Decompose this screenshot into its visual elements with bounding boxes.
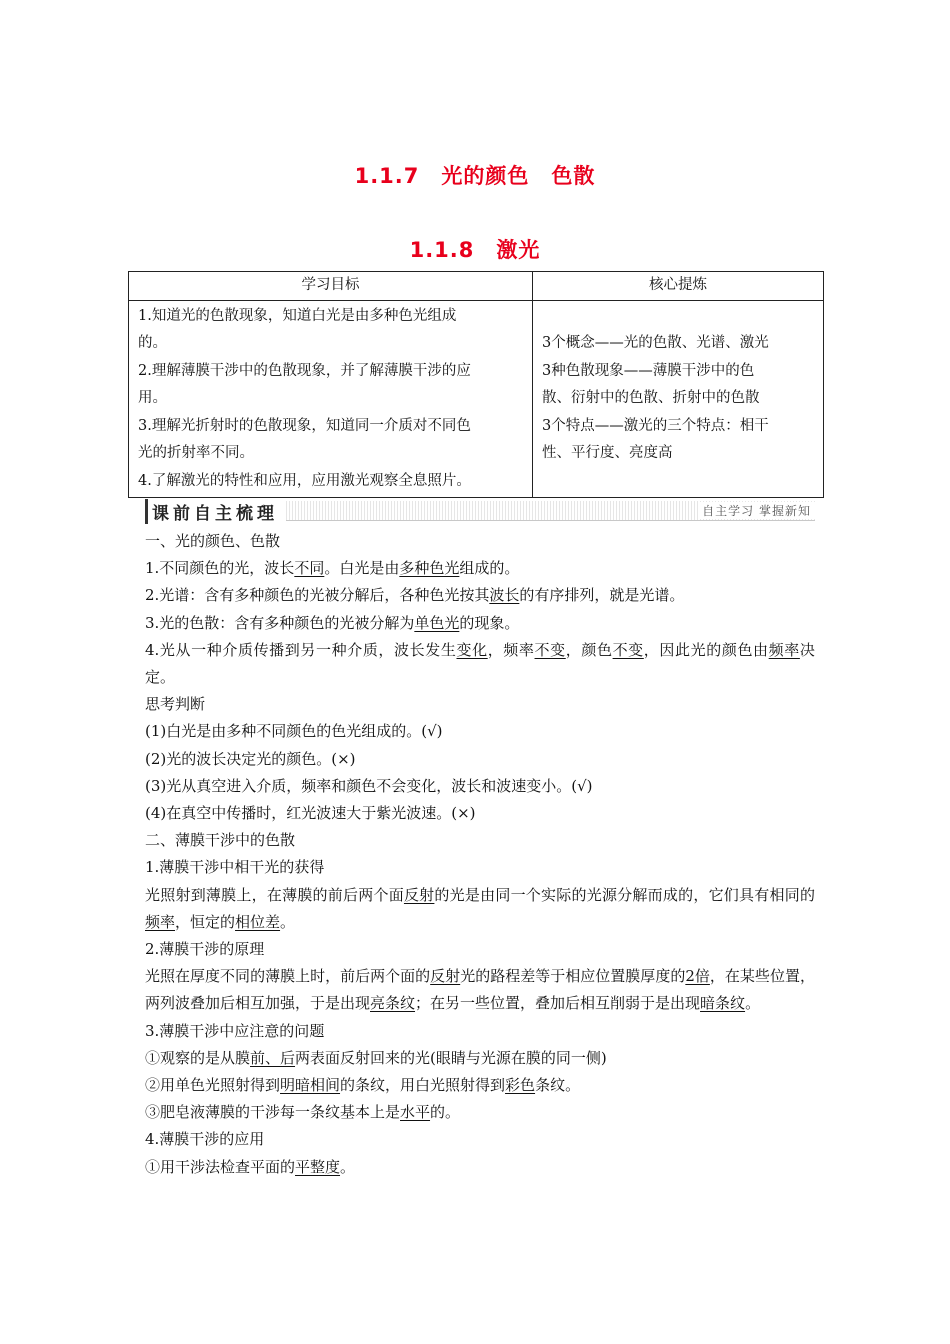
header-core-summary: 核心提炼	[533, 272, 824, 301]
note-item: ①观察的是从膜前、后两表面反射回来的光(眼睛与光源在膜的同一侧)	[145, 1048, 607, 1067]
blank-answer: 反射	[403, 885, 435, 904]
goal-line: 4.了解激光的特性和应用，应用激光观察全息照片。	[138, 472, 471, 489]
goal-line: 用。	[138, 390, 167, 406]
goal-line: 的。	[138, 335, 167, 351]
blank-answer: 明暗相间	[280, 1076, 341, 1095]
judgment-item: (1)白光是由多种不同颜色的色光组成的。(√)	[145, 722, 443, 741]
summary-line: 性、平行度、亮度高	[542, 445, 673, 461]
subheading: 2.薄膜干涉的原理	[145, 940, 265, 959]
blank-answer: 亮条纹	[370, 994, 416, 1013]
blank-answer: 多种色光	[399, 559, 460, 578]
banner-subtitle: 自主学习 掌握新知	[698, 502, 815, 519]
section-title-2: 1.1.8 激光	[409, 238, 541, 262]
objectives-table	[128, 271, 824, 498]
subheading: 思考判断	[145, 695, 206, 714]
goal-line: 2.理解薄膜干涉中的色散现象，并了解薄膜干涉的应	[138, 362, 471, 379]
note-item: ①用干涉法检查平面的平整度。	[145, 1157, 356, 1176]
blank-answer: 水平	[400, 1103, 431, 1122]
header-learning-goals: 学习目标	[129, 272, 533, 301]
section-heading: 一、光的颜色、色散	[145, 532, 281, 550]
banner-title: 课前自主梳理	[145, 499, 286, 524]
blank-answer: 变化	[456, 640, 488, 659]
subheading: 4.薄膜干涉的应用	[145, 1130, 265, 1149]
paragraph: 光照射到薄膜上，在薄膜的前后两个面反射的光是由同一个实际的光源分解而成的，它们具有相同的频率，恒定的相位差。	[145, 885, 815, 931]
paragraph: 1.不同颜色的光，波长不同。白光是由多种色光组成的。	[145, 559, 520, 578]
subheading: 3.薄膜干涉中应注意的问题	[145, 1021, 325, 1040]
paragraph: 4.光从一种介质传播到另一种介质，波长发生变化，频率不变，颜色不变，因此光的颜色由频率决定。	[145, 640, 815, 687]
summary-line: 3个概念——光的色散、光谱、激光	[542, 335, 769, 351]
blank-answer: 彩色	[505, 1076, 536, 1095]
blank-answer: 单色光	[414, 613, 460, 632]
judgment-item: (4)在真空中传播时，红光波速大于紫光波速。(×)	[145, 804, 476, 823]
judgment-item: (3)光从真空进入介质，频率和颜色不会变化，波长和波速变小。(√)	[145, 776, 593, 795]
goal-line: 3.理解光折射时的色散现象，知道同一介质对不同色	[138, 417, 471, 434]
learning-goals-cell	[129, 300, 533, 498]
blank-answer: 相位差	[235, 912, 281, 931]
summary-line: 散、衍射中的色散、折射中的色散	[542, 390, 760, 406]
blank-answer: 频率	[145, 912, 176, 931]
note-item: ②用单色光照射得到明暗相间的条纹，用白光照射得到彩色条纹。	[145, 1076, 581, 1095]
note-item: ③肥皂液薄膜的干涉每一条纹基本上是水平的。	[145, 1103, 461, 1122]
goal-line: 光的折射率不同。	[138, 445, 254, 461]
blank-answer: 不变	[534, 640, 566, 659]
paragraph: 2.光谱：含有多种颜色的光被分解后，各种色光按其波长的有序排列，就是光谱。	[145, 586, 685, 605]
blank-answer: 不同	[294, 559, 325, 578]
paragraph: 光照在厚度不同的薄膜上时，前后两个面的反射光的路程差等于相应位置膜厚度的2倍，在某些位置，两列波叠加后相互加强，于是出现亮条纹；在另一些位置，叠加后相互削弱于是出现暗条纹。	[145, 967, 815, 1013]
blank-answer: 不变	[612, 640, 644, 659]
section-banner	[145, 501, 815, 524]
goal-line: 1.知道光的色散现象，知道白光是由多种色光组成	[138, 307, 457, 324]
paragraph: 3.光的色散：含有多种颜色的光被分解为单色光的现象。	[145, 613, 520, 632]
blank-answer: 暗条纹	[700, 994, 746, 1013]
summary-line: 3个特点——激光的三个特点：相干	[542, 417, 769, 434]
blank-answer: 前、后	[250, 1048, 296, 1067]
summary-line: 3种色散现象——薄膜干涉中的色	[542, 362, 755, 379]
subheading: 1.薄膜干涉中相干光的获得	[145, 858, 325, 877]
blank-answer: 2倍	[685, 967, 710, 986]
core-summary-cell	[533, 300, 824, 498]
blank-answer: 波长	[489, 586, 520, 605]
blank-answer: 频率	[768, 640, 800, 659]
section-heading: 二、薄膜干涉中的色散	[145, 831, 296, 850]
section-title-1: 1.1.7 光的颜色 色散	[354, 164, 596, 188]
judgment-item: (2)光的波长决定光的颜色。(×)	[145, 749, 356, 768]
content-body	[145, 528, 815, 1181]
blank-answer: 平整度	[295, 1157, 341, 1176]
blank-answer: 反射	[430, 967, 461, 986]
